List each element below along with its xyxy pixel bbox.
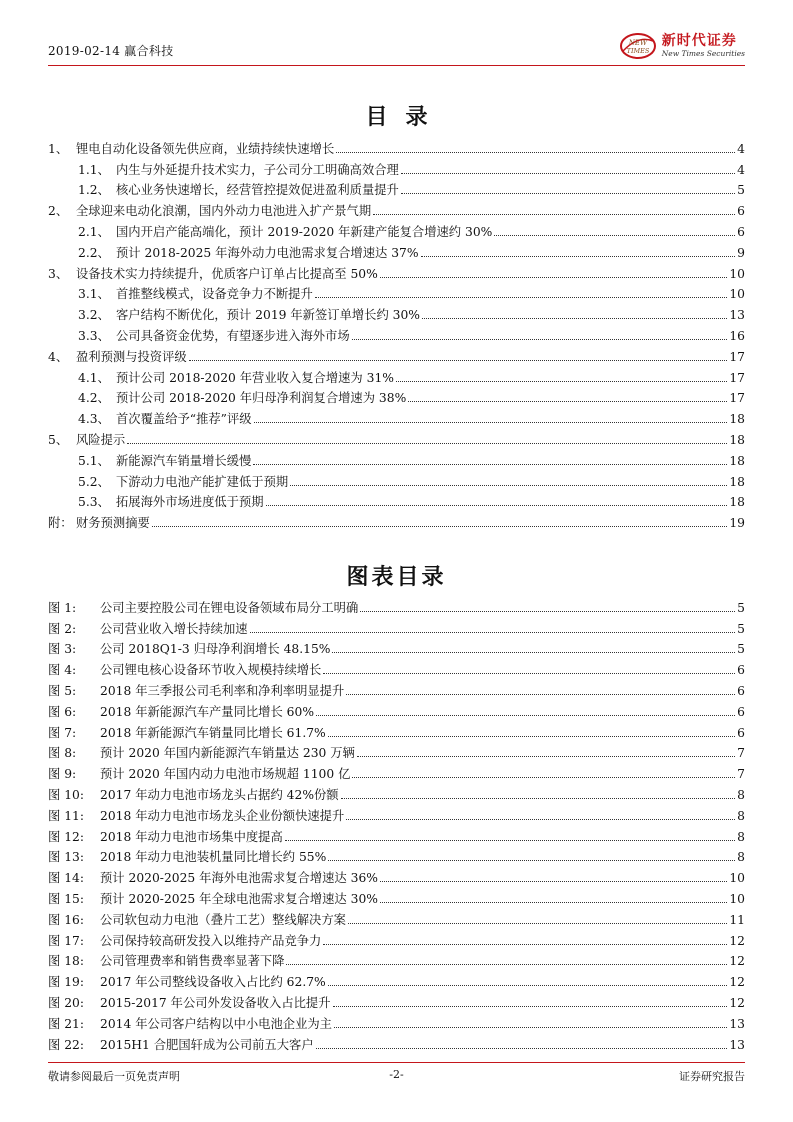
toc-entry-page: 17 [729,349,745,364]
figure-entry[interactable] [48,741,745,762]
dot-leader [341,798,736,799]
dot-leader [380,902,727,903]
toc-entry-number: 4.3、 [78,412,110,427]
figure-entry-page: 5 [737,621,745,636]
dot-leader [373,214,735,215]
figure-entry-page: 5 [737,642,745,657]
dot-leader [328,736,735,737]
header-date-company: 2019-02-14 赢合科技 [48,44,174,58]
figure-entry-number: 图 20: [48,995,84,1010]
figure-entry-number: 图 3: [48,642,77,657]
figure-entry-number: 图 8: [48,746,77,761]
dot-leader [332,652,735,653]
toc-entry[interactable] [48,178,745,199]
logo-chinese-name: 新时代证券 [661,33,737,49]
toc-entry-title: 预计 2018-2025 年海外动力电池需求复合增速达 37% [116,245,419,260]
figure-entry-page: 12 [729,954,745,969]
toc-entry[interactable] [48,282,745,303]
footer-page-number: -2- [389,1068,404,1081]
dot-leader [422,318,727,319]
toc-entry-number: 4.2、 [78,391,110,406]
dot-leader [316,1048,728,1049]
toc-entry[interactable] [48,469,745,490]
figure-entry-number: 图 16: [48,912,84,927]
figure-entry[interactable] [48,637,745,658]
figure-entry[interactable] [48,865,745,886]
dot-leader [328,860,735,861]
dot-leader [401,173,735,174]
company-logo [618,28,745,64]
toc-entry-title: 全球迎来电动化浪潮，国内外动力电池进入扩产景气期 [76,204,372,219]
figure-entry[interactable] [48,803,745,824]
figure-entry[interactable] [48,678,745,699]
toc-entry[interactable] [48,198,745,219]
toc-entry-page: 10 [729,266,745,281]
toc-entry-page: 5 [737,183,745,198]
figure-entry-page: 12 [729,975,745,990]
footer-divider [48,1062,745,1063]
figure-entry-page: 7 [737,767,745,782]
toc-entry-page: 13 [729,308,745,323]
figure-entry-page: 8 [737,787,745,802]
new-times-logo-icon [618,31,658,61]
figure-entry-number: 图 17: [48,933,84,948]
dot-leader [328,985,728,986]
figure-entry-title: 2018 年动力电池装机量同比增长约 55% [100,850,327,865]
page-footer [48,1068,745,1084]
toc-entry[interactable] [48,427,745,448]
dot-leader [348,923,727,924]
figure-entry-number: 图 13: [48,850,84,865]
toc-entry[interactable] [48,219,745,240]
figure-entry[interactable] [48,886,745,907]
dot-leader [396,381,727,382]
figure-entry[interactable] [48,824,745,845]
toc-entry-number: 4、 [48,349,69,364]
toc-entry[interactable] [48,365,745,386]
figure-entry-page: 6 [737,683,745,698]
dot-leader [152,526,728,527]
dot-leader [285,840,735,841]
figure-entry-title: 2018 年动力电池市场龙头企业份额快速提升 [100,808,345,823]
toc-entry-number: 2.1、 [78,224,110,239]
figure-entry-page: 12 [729,933,745,948]
toc-entry[interactable] [48,157,745,178]
dot-leader [253,464,727,465]
figure-entry[interactable] [48,969,745,990]
toc-entry-page: 18 [729,432,745,447]
figure-entry[interactable] [48,949,745,970]
figure-entry[interactable] [48,928,745,949]
figure-entry-page: 8 [737,829,745,844]
dot-leader [323,944,727,945]
toc-entry-number: 附： [48,516,73,531]
toc-entry[interactable] [48,302,745,323]
dot-leader [352,777,735,778]
dot-leader [250,632,736,633]
figure-entry[interactable] [48,657,745,678]
footer-disclaimer: 敬请参阅最后一页免责声明 [48,1070,180,1083]
dot-leader [286,964,727,965]
toc-title: 目录 [365,104,446,130]
toc-entry-title: 锂电自动化设备领先供应商，业绩持续快速增长 [76,141,335,156]
figure-entry[interactable] [48,782,745,803]
figure-entry-page: 6 [737,663,745,678]
figure-entry-title: 预计 2020-2025 年海外电池需求复合增速达 36% [100,871,378,886]
figure-entry-title: 2014 年公司客户结构以中小电池企业为主 [100,1016,332,1031]
toc-entry-page: 18 [729,412,745,427]
dot-leader [380,881,727,882]
figure-entry[interactable] [48,1032,745,1053]
figure-entry-title: 公司管理费率和销售费率显著下降 [100,954,285,969]
figure-entry-title: 公司营业收入增长持续加速 [100,621,248,636]
figure-entry-title: 2018 年动力电池市场集中度提高 [100,829,283,844]
toc-entry-number: 3.3、 [78,328,110,343]
dot-leader [127,443,727,444]
toc-entry-page: 10 [729,287,745,302]
figure-entry-title: 预计 2020 年国内动力电池市场规超 1100 亿 [100,767,351,782]
toc-entry[interactable] [48,490,745,511]
toc-entry[interactable] [48,448,745,469]
figure-entry-number: 图 11: [48,808,84,823]
toc-entry-page: 19 [729,516,745,531]
toc-entry-page: 9 [737,245,745,260]
toc-entry-page: 18 [729,453,745,468]
figure-entry-title: 预计 2020 年国内新能源汽车销量达 230 万辆 [100,746,355,761]
figure-entry-page: 8 [737,850,745,865]
figure-entry-number: 图 4: [48,663,77,678]
toc-entry-title: 财务预测摘要 [76,516,150,531]
toc-entry-title: 公司具备资金优势，有望逐步进入海外市场 [116,328,350,343]
dot-leader [360,611,735,612]
figure-entry-number: 图 7: [48,725,77,740]
toc-entry-page: 4 [737,162,745,177]
figure-entry[interactable] [48,595,745,616]
figure-entry-title: 2018 年新能源汽车销量同比增长 61.7% [100,725,326,740]
dot-leader [333,1006,728,1007]
dot-leader [315,297,728,298]
figure-entry-number: 图 21: [48,1016,84,1031]
figure-entry-page: 6 [737,725,745,740]
dot-leader [290,485,727,486]
figure-entry-number: 图 5: [48,683,77,698]
toc-entry-number: 1、 [48,141,69,156]
figure-entry-page: 12 [729,995,745,1010]
dot-leader [380,277,728,278]
figure-entry-number: 图 2: [48,621,77,636]
figure-entry-number: 图 22: [48,1037,84,1052]
footer-report-type: 证券研究报告 [679,1070,745,1083]
figure-entry-number: 图 6: [48,704,77,719]
figure-entry-number: 图 1: [48,600,77,615]
toc-entry-number: 5.1、 [78,453,110,468]
toc-entry-title: 核心业务快速增长，经营管控提效促进盈利质量提升 [116,183,399,198]
toc-entry-title: 设备技术实力持续提升，优质客户订单占比提高至 50% [76,266,378,281]
toc-entry-title: 风险提示 [76,432,126,447]
dot-leader [494,235,735,236]
figure-entry-title: 2017 年动力电池市场龙头占据约 42%份额 [100,787,339,802]
dot-leader [421,256,736,257]
figure-entry-title: 2018 年新能源汽车产量同比增长 60% [100,704,315,719]
svg-text:TIMES: TIMES [626,47,650,55]
dot-leader [336,152,735,153]
figure-entry-title: 公司锂电核心设备环节收入规模持续增长 [100,663,322,678]
figure-entry-title: 2015H1 合肥国轩成为公司前五大客户 [100,1037,314,1052]
toc-entry-title: 新能源汽车销量增长缓慢 [116,453,252,468]
figure-entry[interactable] [48,761,745,782]
svg-text:NEW: NEW [628,39,647,47]
figure-entry[interactable] [48,699,745,720]
toc-entry-page: 16 [729,328,745,343]
toc-entry-number: 3.1、 [78,287,110,302]
figure-entry[interactable] [48,616,745,637]
toc-entry-page: 18 [729,474,745,489]
dot-leader [266,505,728,506]
toc-entry[interactable] [48,386,745,407]
figure-entry-title: 预计 2020-2025 年全球电池需求复合增速达 30% [100,891,378,906]
toc-entry[interactable] [48,261,745,282]
dot-leader [346,819,735,820]
toc-entry-page: 6 [737,204,745,219]
figure-entry-title: 公司 2018Q1-3 归母净利润增长 48.15% [100,642,331,657]
figure-entry-page: 8 [737,808,745,823]
dot-leader [254,422,728,423]
figure-entry-page: 7 [737,746,745,761]
figure-entry[interactable] [48,990,745,1011]
toc-entry[interactable] [48,136,745,157]
page-header [48,28,745,66]
toc-entry-page: 18 [729,495,745,510]
toc-entry-number: 5.3、 [78,495,110,510]
figure-entry-number: 图 10: [48,787,84,802]
figure-entry-number: 图 9: [48,767,77,782]
figure-entry-title: 2017 年公司整线设备收入占比约 62.7% [100,975,326,990]
dot-leader [189,360,728,361]
toc-entry-title: 首次覆盖给予“推荐”评级 [116,412,252,427]
figure-list [48,595,745,1053]
toc-entry-page: 6 [737,224,745,239]
toc-entry-number: 1.1、 [78,162,110,177]
toc-entry-number: 2、 [48,204,69,219]
logo-english-name: New Times Securities [661,49,745,58]
toc-entry-number: 3、 [48,266,69,281]
toc-entry[interactable] [48,323,745,344]
figure-entry-title: 公司主要控股公司在锂电设备领域布局分工明确 [100,600,359,615]
figure-entry[interactable] [48,1011,745,1032]
toc-entry-title: 首推整线模式，设备竞争力不断提升 [116,287,313,302]
toc-entry-title: 盈利预测与投资评级 [76,349,187,364]
toc-entry-title: 下游动力电池产能扩建低于预期 [116,474,289,489]
figure-list-title: 图表目录 [346,564,447,590]
dot-leader [323,673,735,674]
dot-leader [352,339,728,340]
figure-entry-title: 2015-2017 年公司外发设备收入占比提升 [100,995,331,1010]
toc-entry-number: 4.1、 [78,370,110,385]
toc-entry-number: 3.2、 [78,308,110,323]
toc-entry-title: 预计公司 2018-2020 年归母净利润复合增速为 38% [116,391,407,406]
figure-entry-page: 13 [729,1037,745,1052]
table-of-contents [48,136,745,531]
toc-entry[interactable] [48,240,745,261]
figure-entry-number: 图 18: [48,954,84,969]
figure-entry-page: 10 [729,891,745,906]
toc-entry-page: 4 [737,141,745,156]
toc-entry[interactable] [48,510,745,531]
toc-entry-title: 预计公司 2018-2020 年营业收入复合增速为 31% [116,370,394,385]
toc-entry[interactable] [48,406,745,427]
figure-entry[interactable] [48,720,745,741]
dot-leader [357,756,735,757]
toc-entry-number: 2.2、 [78,245,110,260]
figure-entry-page: 11 [729,912,745,927]
toc-entry-title: 客户结构不断优化，预计 2019 年新签订单增长约 30% [116,308,420,323]
figure-entry[interactable] [48,907,745,928]
toc-entry-title: 内生与外延提升技术实力，子公司分工明确高效合理 [116,162,399,177]
toc-entry-number: 1.2、 [78,183,110,198]
figure-entry-page: 6 [737,704,745,719]
figure-entry-number: 图 15: [48,891,84,906]
dot-leader [334,1027,727,1028]
toc-entry-title: 国内开启产能高端化，预计 2019-2020 年新建产能复合增速约 30% [116,224,493,239]
figure-entry-page: 5 [737,600,745,615]
toc-entry-title: 拓展海外市场进度低于预期 [116,495,264,510]
toc-entry[interactable] [48,344,745,365]
toc-entry-page: 17 [729,391,745,406]
dot-leader [316,715,735,716]
dot-leader [401,193,735,194]
toc-entry-number: 5.2、 [78,474,110,489]
figure-entry-page: 10 [729,871,745,886]
figure-entry-title: 公司软包动力电池（叠片工艺）整线解决方案 [100,912,346,927]
figure-entry-title: 2018 年三季报公司毛利率和净利率明显提升 [100,683,345,698]
toc-entry-number: 5、 [48,432,69,447]
figure-entry-number: 图 19: [48,975,84,990]
figure-entry-number: 图 12: [48,829,84,844]
dot-leader [408,401,727,402]
header-divider [48,65,745,66]
figure-entry-title: 公司保持较高研发投入以维持产品竞争力 [100,933,322,948]
figure-entry-page: 13 [729,1016,745,1031]
dot-leader [346,694,735,695]
figure-entry-number: 图 14: [48,871,84,886]
toc-entry-page: 17 [729,370,745,385]
figure-entry[interactable] [48,845,745,866]
